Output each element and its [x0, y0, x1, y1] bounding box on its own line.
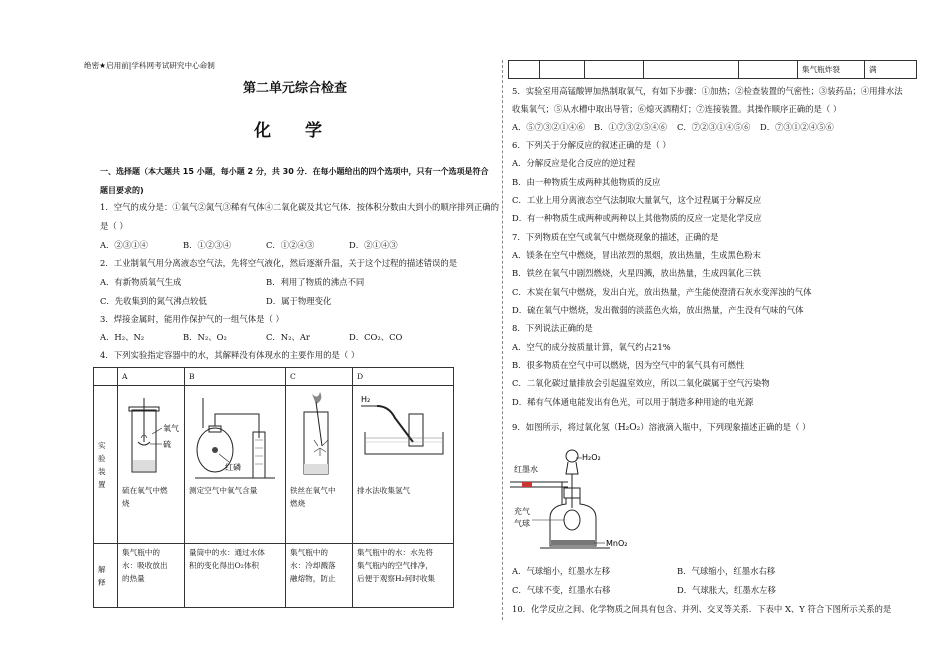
q9-option-b: B．气球缩小，红墨水右移 [677, 566, 776, 576]
q2-option-c: C．先收集到的氮气沸点较低 [100, 296, 207, 306]
q4-caption-c: 铁丝在氧气中 燃烧 [290, 486, 336, 508]
q2-option-d: D．属于物理变化 [266, 296, 332, 306]
label-balloon-1: 充气 [514, 507, 530, 516]
label-sulfur: 硫 [163, 440, 171, 449]
q6-option-d: D．有一种物质生成两种或两种以上其他物质的反应一定是化学反应 [512, 213, 762, 223]
q4-cell-a [118, 386, 185, 544]
q2-option-a: A．有新物质氧气生成 [100, 277, 182, 287]
q1-option-d: D．②①④③ [349, 240, 398, 250]
label-mno2: MnO₂ [606, 539, 628, 548]
section-heading-line2: 题目要求的) [100, 186, 144, 195]
q4-explanation-a: 集气瓶中的 水：吸收放出 的热量 [118, 544, 185, 608]
q8-stem: 8．下列说法正确的是 [512, 323, 593, 333]
label-red-phosphorus: 红磷 [225, 463, 241, 472]
q4-caption-a: 硫在氧气中燃 烧 [122, 486, 168, 508]
continuation-cell-1: 集气瓶炸裂 [798, 61, 865, 79]
q4-row-label-explanation: 解释 [94, 544, 118, 608]
q4-caption-b: 测定空气中氧气含量 [189, 486, 258, 495]
q4-cell-c [286, 386, 353, 544]
q1-option-b: B．①②③④ [183, 240, 232, 250]
q9-stem-start: 9．如图所示，将过氧化氢（ [512, 422, 618, 432]
q2-stem: 2．工业制氧气用分离液态空气法，先将空气液化，然后逐渐升温，关于这个过程的描述错误的是 [100, 258, 458, 268]
q4-explanation-d: 集气瓶中的水：水先将 集气瓶内的空气排净， 后便于观察H₂何时收集 [353, 544, 454, 608]
continuation-cell-2: 满 [865, 61, 917, 79]
q8-option-d: D．稀有气体通电能发出有色光，可以用于制造多种用途的电光源 [512, 397, 754, 407]
q8-option-c: C．二氧化碳过量排放会引起温室效应，所以二氧化碳属于空气污染物 [512, 378, 770, 388]
q5-option-c: C．⑦②③①④⑤⑥ [677, 122, 751, 132]
q9-stem [512, 422, 810, 434]
iron-wire-figure [290, 388, 348, 484]
q4-col-c: C [286, 368, 353, 386]
q9-option-d: D．气球胀大，红墨水左移 [677, 585, 776, 595]
q10-stem: 10．化学反应之间、化学物质之间具有包含、并列、交叉等关系．下表中 X、Y 符合下图所示关系的是 [512, 604, 892, 614]
label-balloon-2: 气球 [514, 519, 530, 528]
q6-option-c: C．工业上用分离液态空气法制取大量氧气，这个过程属于分解反应 [512, 195, 762, 205]
q6-option-a: A．分解反应是化合反应的逆过程 [512, 158, 636, 168]
q4-stem: 4．下列实验指定容器中的水，其解释没有体现水的主要作用的是（ ） [100, 350, 360, 360]
binding-margin-line [502, 60, 504, 620]
q4-explanation-c: 集气瓶中的 水：冷却溅落 融熔物，防止 [286, 544, 353, 608]
subject-title: 化 学 [254, 121, 336, 141]
q8-option-b: B．很多物质在空气中可以燃烧，因为空气中的氧气具有可燃性 [512, 360, 745, 370]
oxygen-content-figure [189, 388, 281, 484]
q1-stem-line1: 1．空气的成分是：①氧气②氮气③稀有气体④二氧化碳及其它气体．按体积分数由大到小的顺序排列正确的 [100, 202, 499, 212]
header-note: 绝密★启用前|学科网考试研究中心命制 [84, 61, 215, 70]
q4-col-d: D [353, 368, 454, 386]
q7-option-c: C．木炭在氧气中燃烧，发出白光，放出热量，产生能使澄清石灰水变浑浊的气体 [512, 287, 812, 297]
q3-option-c: C．N₂、Ar [266, 332, 310, 342]
label-h2o2: H₂O₂ [582, 453, 601, 462]
label-oxygen: 氧气 [163, 424, 179, 433]
q4-row-label-apparatus: 实验 装置 [94, 386, 118, 544]
q8-option-a: A．空气的成分按质量计算，氧气约占21% [512, 342, 671, 352]
q3-option-a: A．H₂、N₂ [100, 332, 145, 342]
label-h2: H₂ [361, 395, 371, 404]
q6-option-b: B．由一种物质生成两种其他物质的反应 [512, 177, 661, 187]
q7-option-d: D．硫在氧气中燃烧，发出微弱的淡蓝色火焰，放出热量，产生没有气味的气体 [512, 305, 804, 315]
q9-apparatus-figure [510, 442, 650, 554]
sulfur-burning-figure [122, 388, 180, 484]
q9-option-c: C．气球不变，红墨水右移 [512, 585, 611, 595]
q4-caption-d: 排水法收集氢气 [357, 486, 411, 495]
q2-option-b: B．利用了物质的沸点不同 [266, 277, 365, 287]
hydrogen-collection-figure [357, 388, 449, 484]
q4-table [93, 367, 454, 608]
page-title: 第二单元综合检查 [242, 81, 347, 96]
q1-option-c: C．①②④③ [266, 240, 315, 250]
section-heading-line1: 一、选择题（本大题共 15 小题，每小题 2 分，共 30 分．在每小题给出的四个选项中，只有一个选项是符合 [100, 167, 489, 176]
q7-option-a: A．镁条在空气中燃烧，冒出浓烈的黑烟，放出热量，生成黑色粉末 [512, 250, 761, 260]
q7-stem: 7．下列物质在空气或氧气中燃烧现象的描述，正确的是 [512, 232, 719, 242]
q7-option-b: B．铁丝在氧气中剧烈燃烧，火星四溅，放出热量，生成四氧化三铁 [512, 268, 762, 278]
q1-option-a: A．②③①④ [100, 240, 148, 250]
q5-option-d: D．⑦③①②④⑤⑥ [760, 122, 834, 132]
q5-option-b: B．①⑦③②⑤④⑥ [594, 122, 668, 132]
q4-col-b: B [185, 368, 286, 386]
q9-option-a: A．气球缩小，红墨水左移 [512, 566, 611, 576]
label-red-ink: 红墨水 [514, 465, 538, 474]
q5-stem-line2: 收集氧气；⑤从水槽中取出导管；⑥熄灭酒精灯；⑦连接装置。其操作顺序正确的是（ ） [512, 104, 842, 114]
q3-option-b: B．N₂、O₂ [183, 332, 227, 342]
q3-option-d: D．CO₂、CO [349, 332, 403, 342]
q4-cell-d [353, 386, 454, 544]
q6-stem: 6．下列关于分解反应的叙述正确的是（ ） [512, 140, 671, 150]
q1-stem-line2: 是（ ） [100, 221, 128, 231]
q4-explanation-b: 量筒中的水：通过水体 积的变化得出O₂体积 [185, 544, 286, 608]
q9-formula: H₂O₂ [617, 423, 641, 433]
q3-stem: 3．焊接金属时，能用作保护气的一组气体是（ ） [100, 314, 284, 324]
q9-stem-end: ）溶液滴入瓶中，下列现象描述正确的是（ ） [640, 422, 811, 432]
q5-option-a: A．⑤⑦③②①④⑥ [512, 122, 586, 132]
q5-stem-line1: 5．实验室用高锰酸钾加热制取氧气，有如下步骤：①加热；②检查装置的气密性；③装药品；④用排水法 [512, 86, 903, 96]
q4-table-continuation [508, 60, 917, 79]
q4-cell-b [185, 386, 286, 544]
q4-col-a: A [118, 368, 185, 386]
